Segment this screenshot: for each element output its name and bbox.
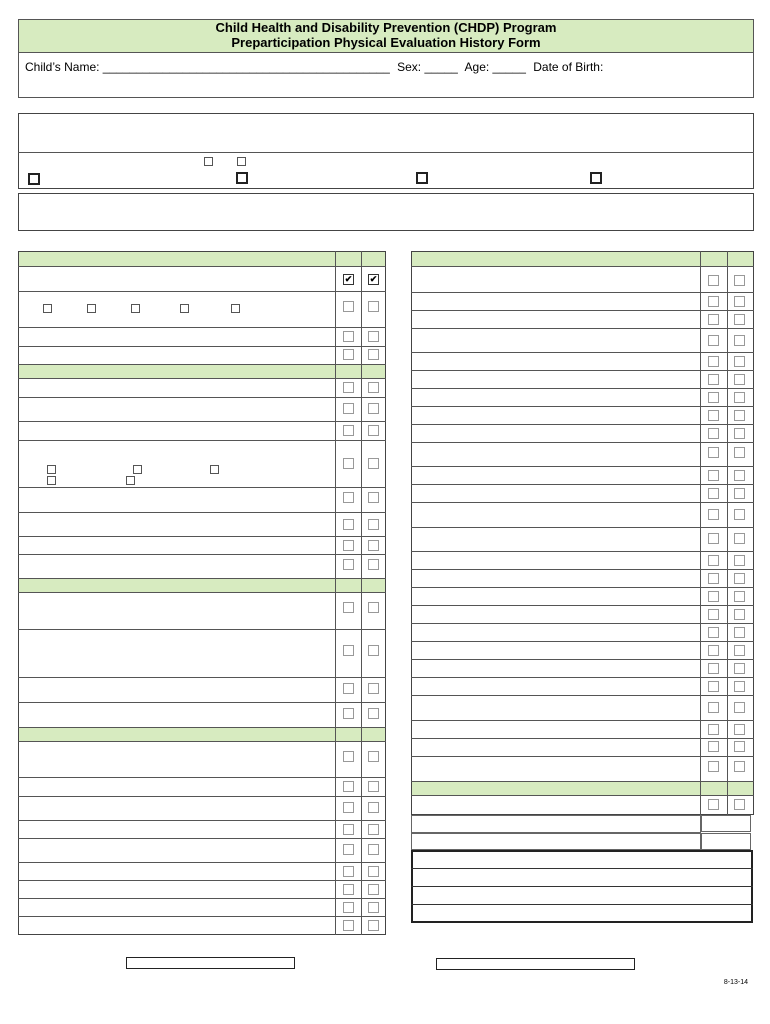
row-line	[411, 756, 754, 757]
yes-checkbox[interactable]	[708, 663, 719, 674]
row-line	[18, 487, 386, 488]
row-line	[18, 862, 386, 863]
yes-checkbox[interactable]	[343, 781, 354, 792]
row-line	[18, 554, 386, 555]
row-line	[18, 536, 386, 537]
no-checkbox[interactable]	[734, 761, 745, 772]
yes-checkbox[interactable]	[343, 920, 354, 931]
yes-checkbox[interactable]	[343, 559, 354, 570]
row-line	[411, 904, 753, 905]
yes-checkbox[interactable]	[343, 884, 354, 895]
no-checkbox[interactable]	[368, 492, 379, 503]
yes-checkbox[interactable]	[343, 602, 354, 613]
checkbox[interactable]	[237, 157, 246, 166]
yes-checkbox[interactable]	[708, 314, 719, 325]
row-line	[411, 266, 754, 267]
yes-checkbox[interactable]	[708, 555, 719, 566]
title-band	[19, 20, 753, 53]
row-line	[411, 605, 754, 606]
no-checkbox[interactable]	[734, 702, 745, 713]
no-checkbox[interactable]	[734, 374, 745, 385]
no-checkbox[interactable]	[734, 488, 745, 499]
age-label[interactable]: Age: _____	[464, 60, 526, 74]
yes-checkbox[interactable]	[343, 519, 354, 530]
yes-checkbox[interactable]	[343, 492, 354, 503]
yes-checkbox[interactable]	[343, 708, 354, 719]
no-checkbox[interactable]	[734, 392, 745, 403]
row-line	[18, 291, 386, 292]
row-line	[18, 677, 386, 678]
row-line	[411, 569, 754, 570]
child-info-row	[25, 60, 607, 74]
yes-checkbox[interactable]	[708, 392, 719, 403]
no-checkbox[interactable]	[734, 296, 745, 307]
yes-checkbox[interactable]	[708, 410, 719, 421]
yes-checkbox[interactable]	[343, 458, 354, 469]
yes-checkbox[interactable]	[708, 296, 719, 307]
yes-checkbox[interactable]	[708, 799, 719, 810]
row-line	[18, 378, 386, 379]
section-band	[19, 365, 385, 379]
no-checkbox[interactable]	[368, 844, 379, 855]
row-line	[411, 484, 754, 485]
row-line	[411, 738, 754, 739]
no-checkbox[interactable]	[368, 802, 379, 813]
row-line	[18, 898, 386, 899]
text-row[interactable]	[411, 833, 701, 850]
section-band	[19, 252, 385, 266]
no-checkbox[interactable]	[734, 724, 745, 735]
row-line	[18, 421, 386, 422]
no-checkbox[interactable]	[734, 627, 745, 638]
row-line	[411, 641, 754, 642]
no-checkbox[interactable]	[368, 382, 379, 393]
no-checkbox[interactable]	[368, 708, 379, 719]
form-title-line1: Child Health and Disability Prevention (CHDP) Program	[215, 20, 557, 35]
no-checkbox[interactable]	[368, 683, 379, 694]
no-checkbox[interactable]	[734, 314, 745, 325]
no-checkbox[interactable]	[368, 331, 379, 342]
option-checkbox[interactable]	[133, 465, 142, 474]
no-checkbox[interactable]	[734, 447, 745, 458]
yes-checkbox[interactable]	[708, 627, 719, 638]
option-checkbox[interactable]	[131, 304, 140, 313]
row-line	[18, 397, 386, 398]
left-history-table	[18, 251, 386, 935]
yes-checkbox[interactable]	[343, 540, 354, 551]
no-checkbox[interactable]	[368, 519, 379, 530]
row-line	[18, 796, 386, 797]
no-checkbox[interactable]	[734, 663, 745, 674]
option-checkbox[interactable]	[126, 476, 135, 485]
yes-checkbox[interactable]	[708, 447, 719, 458]
row-line	[18, 916, 386, 917]
option-checkbox[interactable]	[180, 304, 189, 313]
yes-checkbox[interactable]	[708, 681, 719, 692]
no-checkbox[interactable]	[368, 425, 379, 436]
no-checkbox[interactable]	[368, 645, 379, 656]
row-line	[411, 623, 754, 624]
no-checkbox[interactable]	[734, 470, 745, 481]
right-history-table	[411, 251, 754, 815]
childs-name-label[interactable]: Child’s Name: ___________________________________________	[25, 60, 390, 74]
section-band	[412, 782, 753, 796]
row-line	[411, 352, 754, 353]
no-checkbox[interactable]	[734, 555, 745, 566]
row-line	[411, 886, 753, 887]
yes-checkbox[interactable]	[708, 609, 719, 620]
no-checkbox[interactable]	[734, 275, 745, 286]
no-checkbox[interactable]	[734, 609, 745, 620]
row-line	[18, 741, 386, 742]
option-checkbox[interactable]	[87, 304, 96, 313]
section-band	[19, 728, 385, 742]
yes-checkbox[interactable]	[343, 331, 354, 342]
no-checkbox[interactable]	[368, 602, 379, 613]
yes-checkbox[interactable]	[343, 645, 354, 656]
row-line	[411, 466, 754, 467]
dob-label[interactable]: Date of Birth:	[533, 60, 604, 74]
yes-checkbox[interactable]	[343, 403, 354, 414]
yes-checkbox[interactable]	[343, 802, 354, 813]
yes-checkbox[interactable]	[708, 356, 719, 367]
no-checkbox[interactable]	[734, 591, 745, 602]
row-line	[411, 388, 754, 389]
yes-checkbox[interactable]	[708, 573, 719, 584]
row-line	[411, 328, 754, 329]
row-line	[18, 512, 386, 513]
yes-checkbox[interactable]	[343, 382, 354, 393]
row-line	[18, 266, 386, 267]
no-checkbox[interactable]	[368, 540, 379, 551]
divider	[18, 152, 754, 153]
row-line	[411, 659, 754, 660]
yes-checkbox[interactable]	[343, 866, 354, 877]
no-checkbox[interactable]	[368, 781, 379, 792]
form-version: 8-13-14	[723, 979, 748, 986]
no-checkbox[interactable]	[734, 533, 745, 544]
row-line	[411, 292, 754, 293]
text-row[interactable]	[411, 815, 701, 833]
sex-label[interactable]: Sex: _____	[397, 60, 458, 74]
no-checkbox[interactable]	[368, 824, 379, 835]
option-checkbox[interactable]	[210, 465, 219, 474]
row-line	[411, 587, 754, 588]
option-checkbox[interactable]	[231, 304, 240, 313]
small-input-box[interactable]	[701, 815, 751, 832]
row-line	[18, 592, 386, 593]
yes-checkbox[interactable]	[708, 275, 719, 286]
no-checkbox[interactable]	[734, 681, 745, 692]
row-line	[411, 695, 754, 696]
yes-checkbox[interactable]	[343, 902, 354, 913]
checkbox[interactable]	[28, 173, 40, 185]
yes-checkbox[interactable]	[708, 488, 719, 499]
checkbox[interactable]	[204, 157, 213, 166]
no-checkbox[interactable]	[368, 902, 379, 913]
option-checkbox[interactable]	[47, 476, 56, 485]
row-line	[18, 838, 386, 839]
yes-checkbox[interactable]	[708, 470, 719, 481]
no-checkbox[interactable]	[368, 884, 379, 895]
checkbox[interactable]	[416, 172, 428, 184]
no-checkbox[interactable]	[734, 410, 745, 421]
form-header	[18, 19, 754, 98]
column-divider	[700, 251, 701, 815]
row-line	[18, 629, 386, 630]
row-line	[18, 327, 386, 328]
option-checkbox[interactable]	[47, 465, 56, 474]
row-line	[18, 702, 386, 703]
row-line	[411, 795, 754, 796]
row-line	[18, 727, 386, 728]
yes-checkbox-checked[interactable]: ✔	[344, 274, 353, 284]
row-line	[411, 527, 754, 528]
row-line	[18, 364, 386, 365]
form-title-line2: Preparticipation Physical Evaluation History Form	[231, 35, 541, 50]
no-checkbox[interactable]	[734, 509, 745, 520]
no-checkbox[interactable]	[734, 741, 745, 752]
column-divider	[361, 251, 362, 935]
row-line	[411, 781, 754, 782]
no-checkbox[interactable]	[734, 428, 745, 439]
no-checkbox[interactable]	[734, 335, 745, 346]
yes-checkbox[interactable]	[343, 301, 354, 312]
row-line	[411, 502, 754, 503]
no-checkbox[interactable]	[734, 573, 745, 584]
no-checkbox[interactable]	[368, 559, 379, 570]
yes-checkbox[interactable]	[708, 533, 719, 544]
checkbox[interactable]	[236, 172, 248, 184]
checkbox[interactable]	[590, 172, 602, 184]
yes-checkbox[interactable]	[708, 591, 719, 602]
yes-checkbox[interactable]	[708, 428, 719, 439]
row-line	[411, 370, 754, 371]
no-checkbox-checked[interactable]: ✔	[369, 274, 378, 284]
yes-checkbox[interactable]	[343, 425, 354, 436]
yes-checkbox[interactable]	[708, 509, 719, 520]
yes-checkbox[interactable]	[343, 751, 354, 762]
option-checkbox[interactable]	[43, 304, 52, 313]
row-line	[411, 551, 754, 552]
section-band	[412, 252, 753, 266]
no-checkbox[interactable]	[368, 920, 379, 931]
yes-checkbox[interactable]	[708, 702, 719, 713]
row-line	[411, 868, 753, 869]
yes-checkbox[interactable]	[708, 645, 719, 656]
row-line	[411, 406, 754, 407]
column-divider	[727, 251, 728, 815]
date-field[interactable]	[436, 958, 635, 970]
no-checkbox[interactable]	[368, 403, 379, 414]
notes-block	[18, 193, 754, 231]
no-checkbox[interactable]	[734, 799, 745, 810]
no-checkbox[interactable]	[368, 349, 379, 360]
row-line	[411, 310, 754, 311]
yes-checkbox[interactable]	[708, 374, 719, 385]
row-line	[411, 442, 754, 443]
row-line	[411, 720, 754, 721]
yes-checkbox[interactable]	[708, 741, 719, 752]
no-checkbox[interactable]	[368, 458, 379, 469]
column-divider	[335, 251, 336, 935]
no-checkbox[interactable]	[734, 645, 745, 656]
row-line	[18, 777, 386, 778]
row-line	[18, 820, 386, 821]
row-line	[18, 440, 386, 441]
yes-checkbox[interactable]	[343, 349, 354, 360]
yes-checkbox[interactable]	[343, 683, 354, 694]
no-checkbox[interactable]	[368, 866, 379, 877]
row-line	[18, 346, 386, 347]
yes-checkbox[interactable]	[708, 761, 719, 772]
yes-checkbox[interactable]	[708, 724, 719, 735]
yes-checkbox[interactable]	[708, 335, 719, 346]
row-line	[411, 677, 754, 678]
info-block	[18, 113, 754, 189]
row-line	[18, 578, 386, 579]
no-checkbox[interactable]	[734, 356, 745, 367]
no-checkbox[interactable]	[368, 301, 379, 312]
signature-field[interactable]	[126, 957, 295, 969]
no-checkbox[interactable]	[368, 751, 379, 762]
section-band	[19, 579, 385, 593]
yes-checkbox[interactable]	[343, 824, 354, 835]
row-line	[18, 880, 386, 881]
row-line	[411, 424, 754, 425]
yes-checkbox[interactable]	[343, 844, 354, 855]
small-input-box[interactable]	[701, 833, 751, 850]
